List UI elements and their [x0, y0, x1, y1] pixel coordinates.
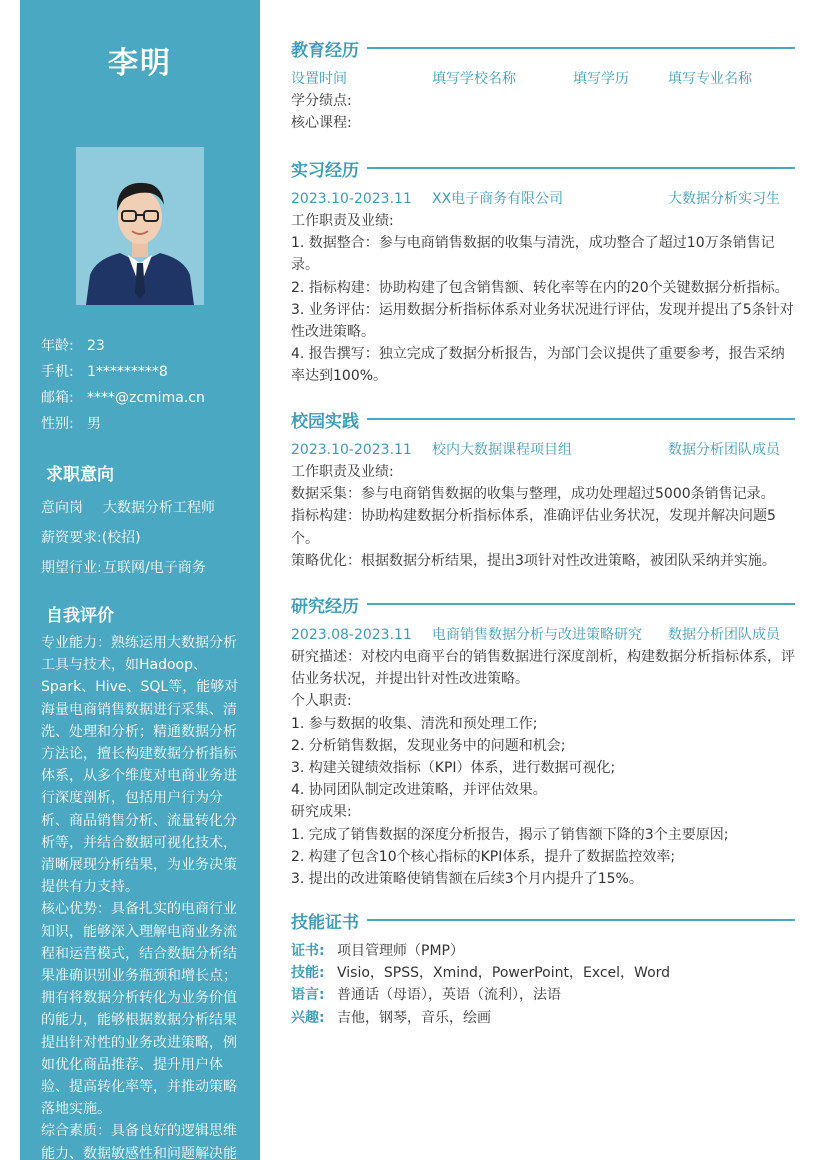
internship-meta: [291, 188, 795, 210]
section-title: 实习经历: [291, 160, 359, 181]
detail-line: 3. 构建关键绩效指标（KPI）体系，进行数据可视化;: [291, 760, 616, 777]
detail-line: 3. 提出的改进策略使销售额在后续3个月内提升了15%。: [291, 871, 643, 888]
detail-line: 研究描述：对校内电商平台的销售数据进行深度剖析，构建数据分析指标体系，评估业务状况，并提出针对性改进策略。: [291, 649, 795, 688]
section-title: 校园实践: [291, 411, 359, 432]
intern-time: 2023.10-2023.11: [291, 191, 412, 207]
detail-line: 1. 完成了销售数据的深度分析报告，揭示了销售额下降的3个主要原因;: [291, 826, 729, 843]
edu-time: 设置时间: [291, 71, 347, 87]
detail-line: 2. 指标构建：协助构建了包含销售额、转化率等在内的20个关键数据分析指标。: [291, 279, 789, 296]
edu-courses: 核心课程:: [291, 115, 352, 132]
campus-time: 2023.10-2023.11: [291, 442, 412, 458]
detail-line: 1. 参与数据的收集、清洗和预处理工作;: [291, 715, 538, 732]
info-email: 邮箱: ****@zcmima.cn: [41, 390, 205, 406]
detail-line: 2. 分析销售数据，发现业务中的问题和机会;: [291, 737, 566, 754]
campus-role: 数据分析团队成员: [668, 442, 780, 458]
intent-salary: 薪资要求:(校招): [41, 530, 141, 546]
self-evaluation: [41, 632, 241, 1160]
research-time: 2023.08-2023.11: [291, 627, 412, 643]
edu-school: 填写学校名称: [432, 71, 516, 87]
job-intent: [41, 493, 215, 583]
sidebar: [20, 0, 260, 1160]
edu-major: 填写专业名称: [668, 71, 752, 87]
detail-line: 个人职责:: [291, 693, 352, 710]
research-project: 电商销售数据分析与改进策略研究: [432, 627, 642, 643]
section-divider: [367, 167, 795, 169]
profile-photo: [76, 147, 204, 305]
section-title: 教育经历: [291, 40, 359, 61]
section-title: 技能证书: [291, 912, 359, 933]
skill-languages: 语言: 普通话（母语），英语（流利），法语: [291, 987, 561, 1004]
research-section: [291, 592, 795, 890]
detail-line: 1. 数据整合：参与电商销售数据的收集与清洗，成功整合了超过10万条销售记录。: [291, 235, 775, 274]
section-divider: [367, 603, 795, 605]
section-title: 研究经历: [291, 596, 359, 617]
eval-paragraph: 核心优势：具备扎实的电商行业知识，能够深入理解电商业务流程和运营模式，结合数据分析结果准确识别业务瓶颈和增长点；拥有将数据分析转化为业务价值的能力，能够根据数据分析结果提出针对性的业务改进策略，例如优化商品推荐、提升用户体验、提高转化率等，并推动策略落地实施。: [41, 901, 237, 1118]
detail-line: 4. 报告撰写：独立完成了数据分析报告，为部门会议提供了重要参考，报告采纳率达到100%。: [291, 346, 785, 385]
intern-role: 大数据分析实习生: [668, 191, 780, 207]
section-divider: [367, 418, 795, 420]
skill-certificate: 证书: 项目管理师（PMP）: [291, 943, 464, 959]
section-divider: [367, 919, 795, 921]
edu-degree: 填写学历: [573, 71, 629, 87]
campus-org: 校内大数据课程项目组: [432, 442, 572, 458]
skills-section: [291, 908, 795, 1029]
education-details: [291, 90, 795, 134]
campus-section: [291, 407, 795, 572]
intent-industry: 期望行业:互联网/电子商务: [41, 560, 206, 576]
research-meta: [291, 624, 795, 646]
detail-line: 4. 协同团队制定改进策略，并评估效果。: [291, 782, 547, 799]
intent-position: 意向岗 大数据分析工程师: [41, 500, 215, 516]
detail-line: 工作职责及业绩:: [291, 213, 394, 229]
personal-info: [41, 333, 205, 437]
campus-meta: [291, 439, 795, 461]
research-details: [291, 646, 795, 890]
research-role: 数据分析团队成员: [668, 627, 780, 643]
campus-details: [291, 461, 795, 572]
self-eval-title: 自我评价: [46, 606, 114, 626]
education-section: [291, 36, 795, 134]
internship-details: [291, 210, 795, 388]
skills-list: [291, 940, 795, 1029]
skill-interests: 兴趣: 吉他，钢琴，音乐，绘画: [291, 1009, 491, 1026]
detail-line: 指标构建：协助构建数据分析指标体系，准确评估业务状况，发现并解决问题5个。: [291, 508, 776, 547]
section-divider: [367, 47, 795, 49]
info-phone: 手机: 1*********8: [41, 364, 168, 380]
info-age: 年龄: 23: [41, 338, 105, 354]
skill-tools: 技能: Visio，SPSS，Xmind，PowerPoint，Excel，Word: [291, 965, 671, 982]
detail-line: 2. 构建了包含10个核心指标的KPI体系，提升了数据监控效率;: [291, 848, 676, 865]
portrait-image: [76, 147, 204, 305]
detail-line: 研究成果:: [291, 804, 352, 821]
edu-gpa: 学分绩点:: [291, 93, 352, 109]
detail-line: 3. 业务评估：运用数据分析指标体系对业务状况进行评估，发现并提出了5条针对性改进策略。: [291, 301, 794, 341]
detail-line: 工作职责及业绩:: [291, 464, 394, 480]
internship-section: [291, 156, 795, 388]
detail-line: 策略优化：根据数据分析结果，提出3项针对性改进策略，被团队采纳并实施。: [291, 552, 776, 569]
intern-company: XX电子商务有限公司: [432, 191, 564, 207]
detail-line: 数据采集：参与电商销售数据的收集与整理，成功处理超过5000条销售记录。: [291, 486, 775, 503]
education-meta: [291, 68, 795, 90]
profile-name: 李明: [108, 46, 172, 81]
eval-paragraph: 综合素质：具备良好的逻辑思维能力、数据敏感性和问题解决能: [41, 1123, 237, 1160]
eval-paragraph: 专业能力：熟练运用大数据分析工具与技术，如Hadoop、Spark、Hive、SQL等，能够对海量电商销售数据进行采集、清洗、处理和分析；精通数据分析方法论，擅长构建数据分析指标体系，从多个维度对电商业务进行深度剖析，包括用户行为分析、商品销售分析、流量转化分析等，并结合数据可视化技术，清晰展现分析结果，为业务决策提供有力支持。: [41, 635, 239, 896]
intent-title: 求职意向: [46, 465, 114, 485]
info-gender: 性别: 男: [41, 416, 101, 432]
